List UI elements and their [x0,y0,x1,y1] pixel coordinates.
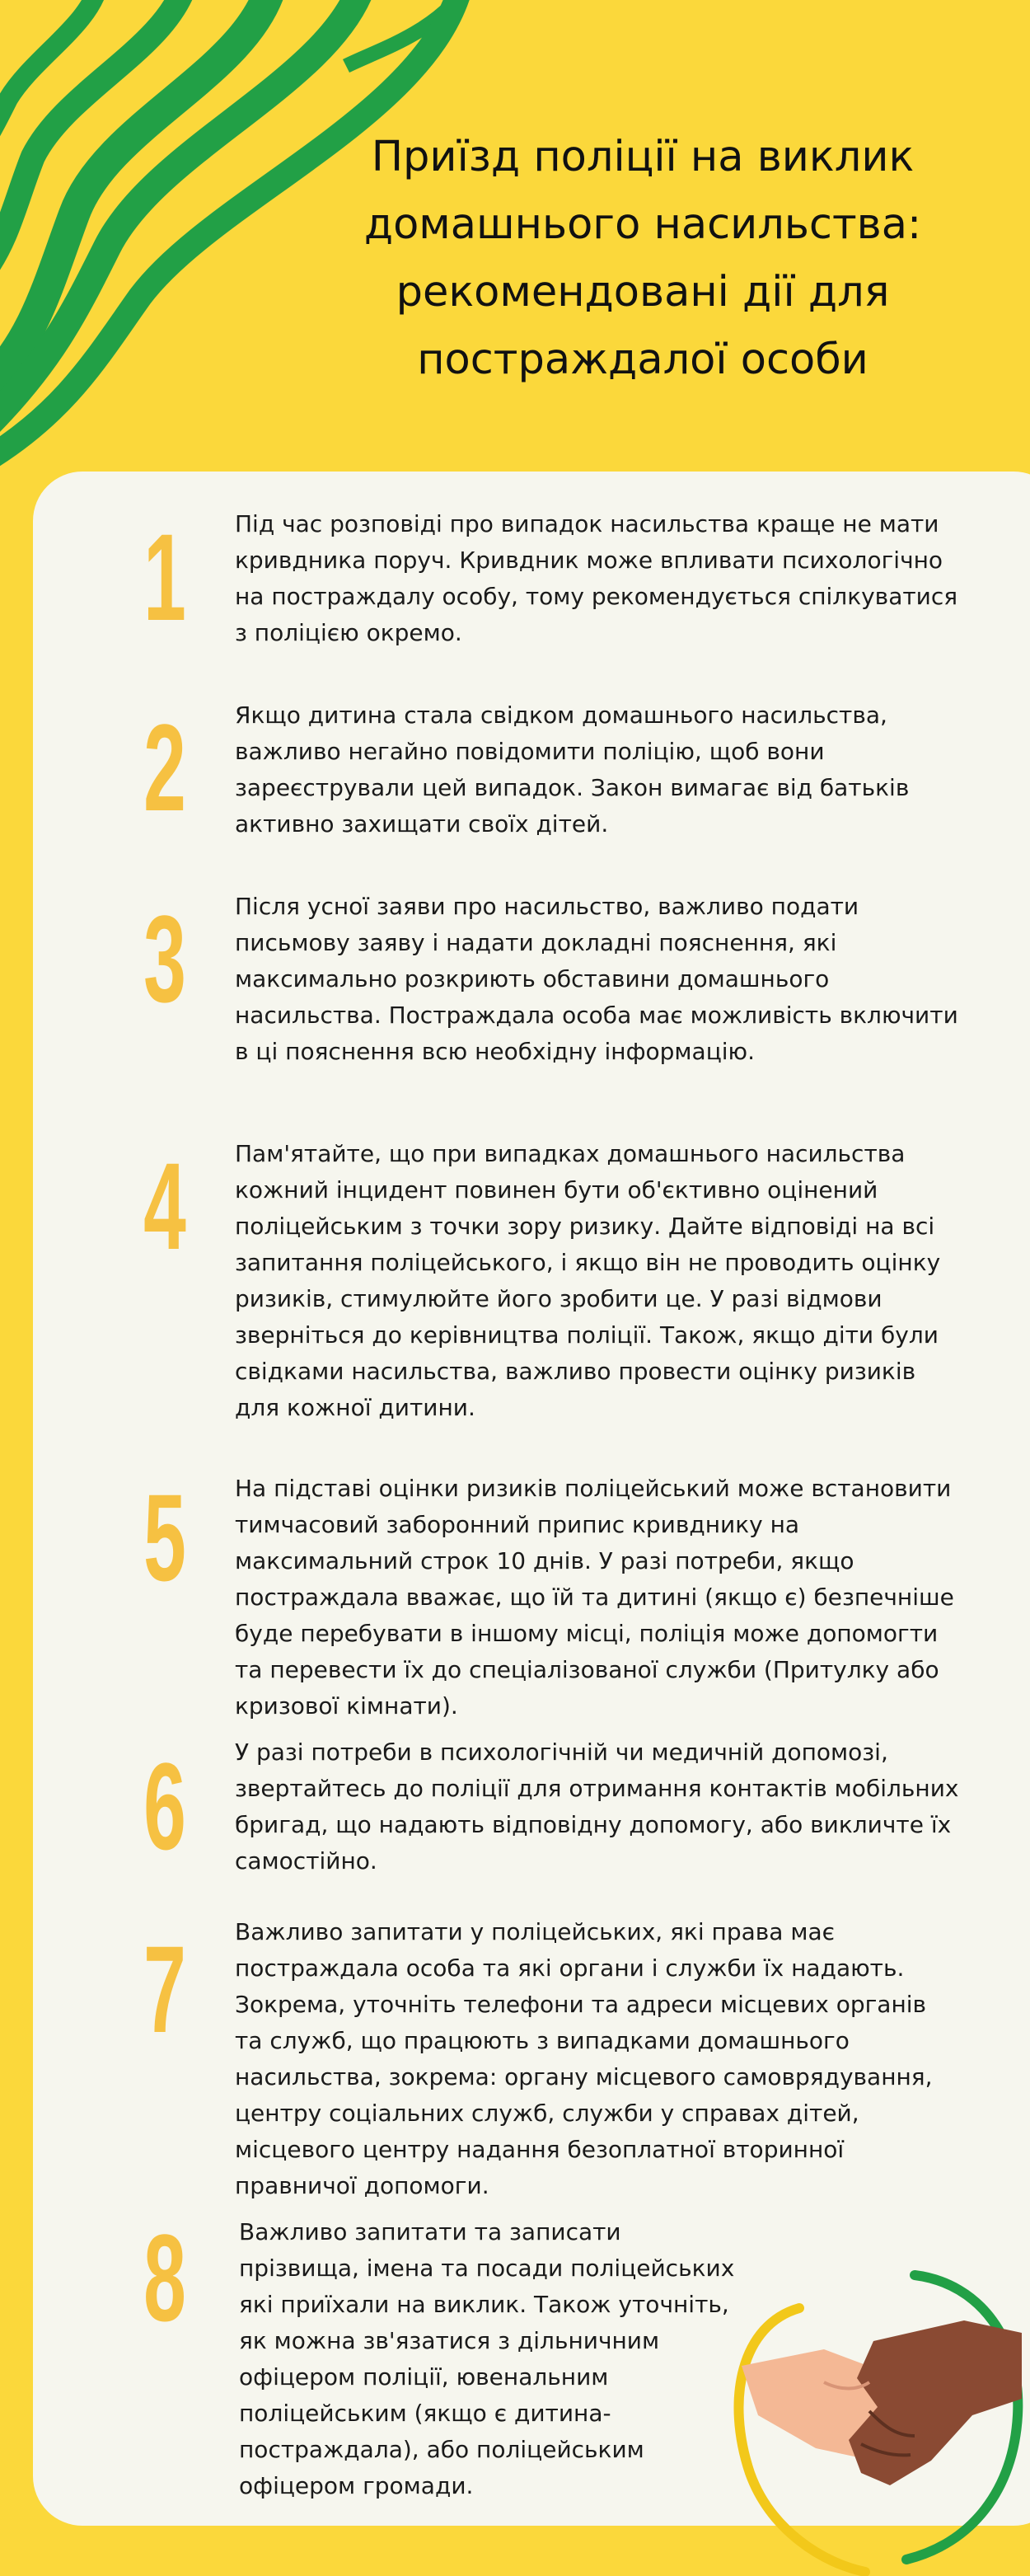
item-text: Важливо запитати у поліцейських, які права має постраждала особа та які органи і служби їх надають. Зокрема, уточніть телефони та адреси місцевих органів та служб, що працюють з випадками домашнього насильства, зокрема: органу місцевого самоврядування, центру соціальних служб, служби у справах дітей, місцевого центру надання безоплатної вторинної правничої допомоги. [235,1918,933,2199]
item-text: Пам'ятайте, що при випадках домашнього насильства кожний інцидент повинен бути об'єктивно оцінений поліцейським з точки зору ризику. Дайте відповіді на всі запитання поліцейського, і якщо він не проводить оцінку ризиків, стимулюйте його зробити це. У разі відмови зверніться до керівництва поліції. Також, якщо діти були свідками насильства, важливо провести оцінку ризиків для кожної дитини. [235,1140,941,1421]
item-number: 5 [143,1468,186,1607]
title-line: домашнього насильства: [363,200,922,249]
title-line: рекомендовані дії для [396,268,890,317]
handshake-illustration [725,2259,1030,2576]
item-number: 2 [143,698,186,837]
item-text: Якщо дитина стала свідком домашнього насильства, важливо негайно повідомити поліцію, щоб вони зареєстрували цей випадок. Закон вимагає від батьків активно захищати своїх дітей. [235,701,910,838]
title-line: постраждалої особи [417,335,868,384]
item-text: Важливо запитати та записати прізвища, імена та посади поліцейських які приїхали на виклик. Також уточніть, як можна зв'язатися з дільничним офіцером поліції, ювенальним поліцейським (якщо є дитина-постраждала), або поліцейським офіцером громади. [239,2218,735,2499]
item-number: 8 [143,2208,186,2347]
item-text: Після усної заяви про насильство, важливо подати письмову заяву і надати докладні пояснення, які максимально розкриють обставини домашнього насильства. Постраждала особа має можливість включити в ці пояснення всю необхідну інформацію. [235,893,958,1065]
item-number: 7 [143,1920,186,2058]
item-text: У разі потреби в психологічній чи медичній допомозі, звертайтесь до поліції для отримання контактів мобільних бригад, що надають відповідну допомогу, або викличте їх самостійно. [235,1738,959,1875]
title-line: Приїзд поліції на виклик [371,133,915,181]
item-number: 3 [143,889,186,1028]
item-number: 6 [143,1737,186,1875]
item-text: На підставі оцінки ризиків поліцейський може встановити тимчасовий заборонний припис кривднику на максимальний строк 10 днів. У разі потреби, якщо постраждала вважає, що їй та дитині (якщо є) безпечніше буде перебувати в іншому місці, поліція може допомогти та перевести їх до спеціалізованої служби (Притулку або кризової кімнати). [235,1475,954,1720]
item-text: Під час розповіді про випадок насильства краще не мати кривдника поруч. Кривдник може впливати психологічно на постраждалу особу, тому рекомендується спілкуватися з поліцією окремо. [235,510,958,646]
item-number: 4 [143,1137,186,1275]
page-title [330,124,956,394]
item-number: 1 [143,508,186,646]
